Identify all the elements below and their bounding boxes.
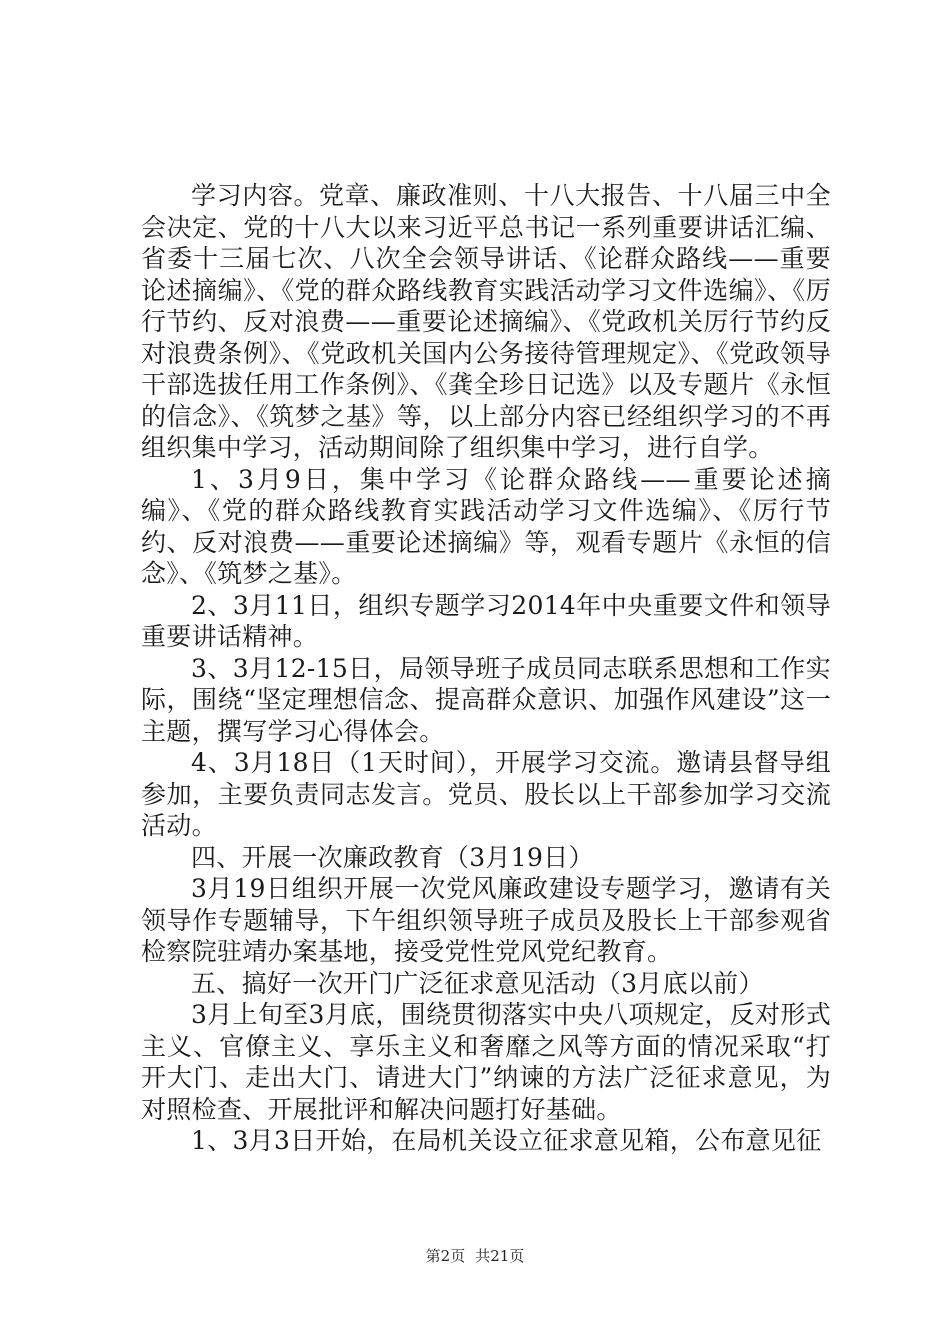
page-total: 共21页: [475, 1247, 525, 1265]
page-footer: [0, 1245, 950, 1266]
paragraph-item-1: 1、3月9日，集中学习《论群众路线——重要论述摘编》、《党的群众路线教育实践活动学习文件选编》、《厉行节约、反对浪费——重要论述摘编》等，观看专题片《永恒的信念》、《筑梦之基》。: [141, 464, 831, 588]
section-heading-5: 五、搞好一次开门广泛征求意见活动（3月底以前）: [191, 968, 764, 998]
section-heading-4: 四、开展一次廉政教育（3月19日）: [191, 842, 594, 872]
document-body: [141, 180, 831, 1157]
page-number: 第2页: [425, 1247, 466, 1265]
paragraph-item-3: 3、3月12-15日，局领导班子成员同志联系思想和工作实际，围绕“坚定理想信念、提高群众意识、加强作风建设”这一主题，撰写学习心得体会。: [141, 653, 831, 746]
paragraph-study-content: 学习内容。党章、廉政准则、十八大报告、十八届三中全会决定、党的十八大以来习近平总书记一系列重要讲话汇编、省委十三届七次、八次全会领导讲话、《论群众路线——重要论述摘编》、《党的群众路线教育实践活动学习文件选编》、《厉行节约、反对浪费——重要论述摘编》、《党政机关厉行节约反对浪费条例》、《党政机关国内公务接待管理规定》、《党政领导干部选拔任用工作条例》、《龚全珍日记选》以及专题片《永恒的信念》、《筑梦之基》等，以上部分内容已经组织学习的不再组织集中学习，活动期间除了组织集中学习，进行自学。: [141, 181, 831, 462]
paragraph-item-5-1: 1、3月3日开始，在局机关设立征求意见箱，公布意见征: [191, 1126, 822, 1155]
paragraph-open-door-opinions: 3月上旬至3月底，围绕贯彻落实中央八项规定，反对形式主义、官僚主义、享乐主义和奢靡之风等方面的情况采取“打开大门、走出大门、请进大门”纳谏的方法广泛征求意见，为对照检查、开展批评和解决问题打好基础。: [141, 1000, 831, 1124]
paragraph-item-2: 2、3月11日，组织专题学习2014年中央重要文件和领导重要讲话精神。: [141, 590, 831, 651]
paragraph-item-4: 4、3月18日（1天时间），开展学习交流。邀请县督导组参加，主要负责同志发言。党员、股长以上干部参加学习交流活动。: [141, 748, 831, 840]
paragraph-integrity-education: 3月19日组织开展一次党风廉政建设专题学习，邀请有关领导作专题辅导，下午组织领导班子成员及股长上干部参观省检察院驻靖办案基地，接受党性党风党纪教育。: [141, 874, 831, 966]
